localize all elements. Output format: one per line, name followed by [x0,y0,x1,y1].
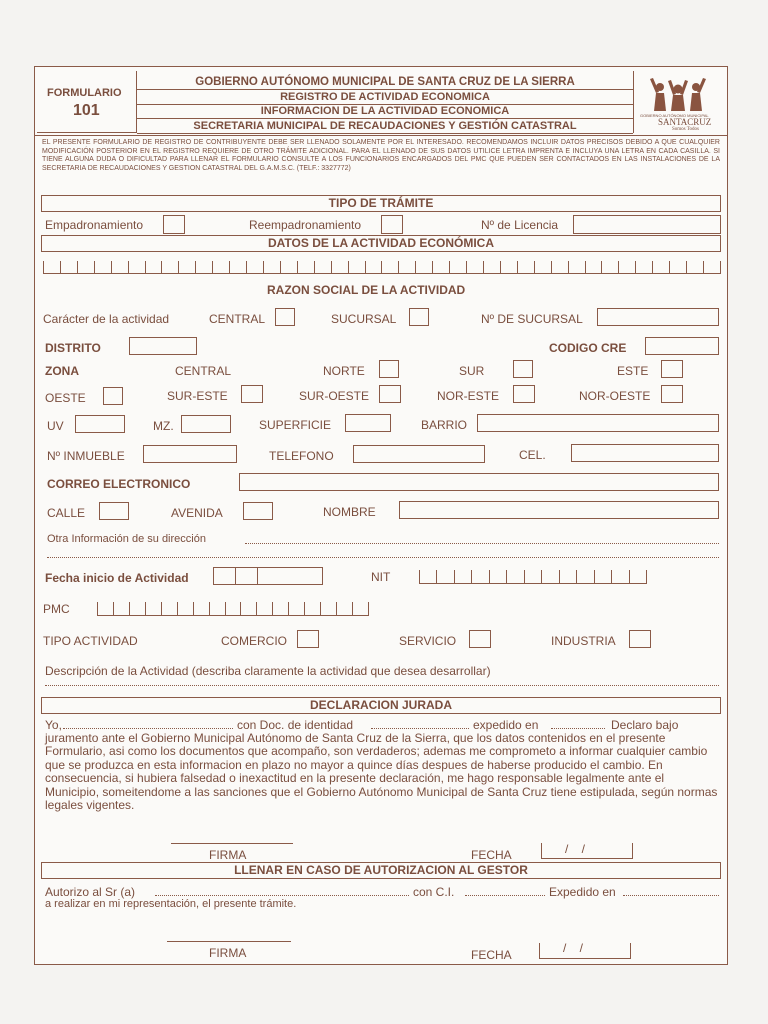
comercio-label: COMERCIO [221,634,287,648]
descripcion-label: Descripción de la Actividad (describa claramente la actividad que desea desarrollar) [45,664,491,678]
zona-sur-oeste-label: SUR-OESTE [299,389,370,403]
inmueble-label: Nº INMUEBLE [47,449,125,463]
nit-cells[interactable] [419,570,647,584]
zona-sur-oeste-checkbox[interactable] [379,385,401,403]
firma-label: FIRMA [209,848,247,862]
nit-label: NIT [371,570,391,584]
licencia-field[interactable] [573,215,721,234]
pmc-cells[interactable] [97,602,369,616]
tipo-actividad-label: TIPO ACTIVIDAD [43,634,138,648]
avenida-label: AVENIDA [171,506,223,520]
fecha-label: FECHA [471,848,512,862]
distrito-field[interactable] [129,337,197,355]
form-label: FORMULARIO [47,87,122,99]
zona-norte-label: NORTE [323,364,365,378]
zona-central-label: CENTRAL [175,364,232,378]
nro-sucursal-label: Nº DE SUCURSAL [481,312,583,326]
decl-expedido: expedido en [473,718,539,732]
header-title-1: GOBIERNO AUTÓNOMO MUNICIPAL DE SANTA CRUZ DE LA SIERRA [195,76,575,88]
decl-doc-line[interactable] [371,728,469,729]
telefono-label: TELEFONO [269,449,334,463]
pmc-label: PMC [43,602,70,616]
superficie-label: SUPERFICIE [259,418,332,432]
zona-norte-checkbox[interactable] [379,360,399,378]
mz-label: MZ. [153,419,174,433]
calle-checkbox[interactable] [99,502,129,520]
fecha-inicio-cells[interactable] [213,567,323,585]
comercio-checkbox[interactable] [297,630,319,648]
zona-oeste-checkbox[interactable] [103,387,123,405]
form-page [34,66,728,965]
gestor-fecha-date-mask: / / [563,941,584,955]
zona-nor-oeste-checkbox[interactable] [661,385,683,403]
fecha-date-mask: / / [565,842,586,856]
telefono-field[interactable] [353,445,485,463]
empadronamiento-checkbox[interactable] [163,215,185,234]
reempadronamiento-label: Reempadronamiento [249,218,362,232]
cel-label: CEL. [519,448,546,462]
calle-label: CALLE [47,506,86,520]
gestor-fecha-label: FECHA [471,948,512,962]
gestor-expedido: Expedido en [549,885,616,899]
header-title-2: REGISTRO DE ACTIVIDAD ECONOMICA [137,89,633,105]
zona-oeste-label: OESTE [45,391,86,405]
logo-box [633,71,723,133]
licencia-label: Nº de Licencia [481,218,559,232]
central-label: CENTRAL [209,312,266,326]
zona-nor-este-checkbox[interactable] [513,385,535,403]
codigo-cre-field[interactable] [645,337,719,355]
form-number-box [37,71,137,133]
uv-label: UV [47,419,64,433]
nro-sucursal-field[interactable] [597,308,719,326]
central-checkbox[interactable] [275,308,295,326]
avenida-checkbox[interactable] [243,502,273,520]
correo-label: CORREO ELECTRONICO [47,477,191,491]
actividad-section-title: DATOS DE LA ACTIVIDAD ECONÓMICA [41,235,721,252]
correo-field[interactable] [239,473,719,491]
gestor-ci-line[interactable] [465,895,545,896]
zona-label: ZONA [45,364,79,378]
cel-field[interactable] [571,444,719,462]
zona-nor-oeste-label: NOR-OESTE [579,389,651,403]
uv-field[interactable] [75,415,125,433]
zona-nor-este-label: NOR-ESTE [437,389,500,403]
superficie-field[interactable] [345,414,391,432]
decl-name-line[interactable] [63,728,233,729]
gestor-con-ci: con C.I. [413,885,455,899]
nombre-label: NOMBRE [323,505,376,519]
fecha-field[interactable] [541,843,633,859]
zona-sur-label: SUR [459,364,485,378]
gestor-expedido-line[interactable] [623,895,719,896]
zona-sur-este-label: SUR-ESTE [167,389,228,403]
logo-name: SANTACRUZ [658,117,712,127]
otra-info-line[interactable] [245,543,719,544]
otra-info-label: Otra Información de su dirección [47,533,206,545]
zona-sur-este-checkbox[interactable] [241,385,263,403]
header-title-3: INFORMACION DE LA ACTIVIDAD ECONOMICA [137,104,633,119]
tramite-section-title: TIPO DE TRÁMITE [41,195,721,212]
gestor-firma-line[interactable] [167,941,291,942]
header-divider [35,135,727,136]
declaracion-text: juramento ante el Gobierno Municipal Autónomo de Santa Cruz de la Sierra, que los datos contenidos en el presente Formulario, asi como los documentos que acompaño, son verdaderos; ademas me comprometo a informar cualquier cambio que se produzca en esta informacion en plazo no mayor a quince días despues de haberse producido el cambio. En consecuencia, si hubiera falsedad o inexactitud en la presente declaración, me hago responsable legalmente ante el Municipio, someitendome a las sanciones que el Gobierno Autónomo Municipal de Santa Cruz tiene estipulada, según normas legales vigentes. [45,731,718,813]
declaracion-section-title: DECLARACION JURADA [41,697,721,714]
servicio-label: SERVICIO [399,634,457,648]
gestor-section-title: LLENAR EN CASO DE AUTORIZACION AL GESTOR [41,862,721,879]
header-title-4: SECRETARIA MUNICIPAL DE RECAUDACIONES Y GESTIÓN CATASTRAL [137,119,633,134]
razon-social-label: RAZON SOCIAL DE LA ACTIVIDAD [267,283,466,297]
sucursal-checkbox[interactable] [409,308,429,326]
logo-top-text: GOBIERNO AUTÓNOMO MUNICIPAL [640,113,709,118]
barrio-label: BARRIO [421,418,468,432]
industria-label: INDUSTRIA [551,634,616,648]
instructions-notice: EL PRESENTE FORMULARIO DE REGISTRO DE CONTRIBUYENTE DEBE SER LLENADO SOLAMENTE POR EL INTERESADO. RECOMENDAMOS INCLUIR DATOS PRECISOS DEBIDO A QUE CUALQUIER MODIFICACIÓN POSTERIOR EN EL REGISTRO REQUIERE DE OTRO TRÁMITE ADICIONAL. PARA EL LLENADO DE SUS DATOS UTILICE LETRA IMPRENTA E INCLUYA UNA LETRA EN CADA CASILLA. SI TIENE ALGUNA DUDA O DIFICULTAD PARA LLENAR EL FORMULARIO CONSULTE A LOS FUNCIONARIOS ENCARGADOS DEL PMC QUE PUEDEN SER CONTACTADOS EN LAS INSTALACIONES DE LA SECRETARIA DE RECAUDACIONES Y GESTION CATASTRAL DEL G.A.M.S.C. (TELF.: 3327772) [42,139,720,172]
reempadronamiento-checkbox[interactable] [381,215,403,234]
fecha-inicio-label: Fecha inicio de Actividad [45,571,189,585]
sucursal-label: SUCURSAL [331,312,397,326]
gestor-fecha-field[interactable] [539,943,631,959]
firma-line[interactable] [171,843,293,844]
logo-sub: Somos Todos [672,127,699,132]
distrito-label: DISTRITO [45,341,101,355]
otra-info-line-2[interactable] [47,557,719,558]
gestor-firma-label: FIRMA [209,946,247,960]
caracter-label: Carácter de la actividad [43,312,170,326]
activity-name-cells[interactable] [43,261,721,274]
zona-este-label: ESTE [617,364,649,378]
people-raising-hands-logo-icon [646,75,710,111]
codigo-cre-label: CODIGO CRE [549,341,627,355]
decl-con-doc: con Doc. de identidad [237,718,354,732]
barrio-field[interactable] [477,414,719,432]
descripcion-line[interactable] [45,685,719,686]
form-number: 101 [73,102,100,119]
gestor-realizar: a realizar en mi representación, el presente trámite. [45,898,297,910]
gestor-autorizo: Autorizo al Sr (a) [45,885,136,899]
nombre-field[interactable] [399,501,719,519]
decl-yo: Yo, [45,718,62,732]
industria-checkbox[interactable] [629,630,651,648]
servicio-checkbox[interactable] [469,630,491,648]
zona-este-checkbox[interactable] [661,360,683,378]
empadronamiento-label: Empadronamiento [45,218,144,232]
decl-declaro: Declaro bajo [611,718,679,732]
mz-field[interactable] [181,415,231,433]
zona-sur-checkbox[interactable] [513,360,533,378]
inmueble-field[interactable] [143,445,237,463]
decl-expedido-line[interactable] [551,728,605,729]
gestor-name-line[interactable] [155,895,409,896]
